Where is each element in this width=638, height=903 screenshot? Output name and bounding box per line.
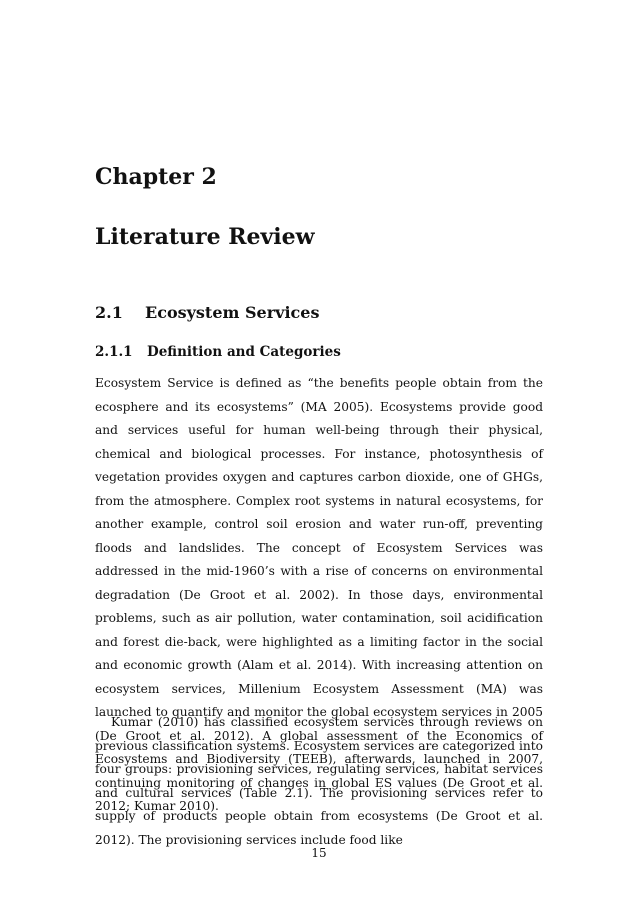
section-title: Ecosystem Services <box>145 303 320 322</box>
page-number: 15 <box>311 846 327 860</box>
body-paragraph: Ecosystem Service is defined as “the benefits people obtain from the ecosphere and its ecosystems” (MA 2005). Ecosystems provide good and services useful for human well-being through their physical, chemical and biological processes. For instance, photosynthesis of vegetation provides oxygen and captures carbon dioxide, one of GHGs, from the atmosphere. Complex root systems in natural ecosystems, for another example, control soil erosion and water run-off, preventing floods and landslides. The concept of Ecosystem Services was addressed in the mid-1960’s with a rise of concerns on environmental degradation (De Groot et al. 2002). In those days, environmental problems, such as air pollution, water contamination, soil acidification and forest die-back, were highlighted as a limiting factor in the social and economic growth (Alam et al. 2014). With increasing attention on ecosystem services, Millenium Ecosystem Assessment (MA) was launched to quantify and monitor the global ecosystem services in 2005 (De Groot et al. 2012). A global assessment of the Economics of Ecosystems and Biodiversity (TEEB), afterwards, launched in 2007, continuing monitoring of changes in global ES values (De Groot et al. 2012; Kumar 2010). <box>95 376 543 813</box>
chapter-title: Literature Review <box>95 224 315 250</box>
chapter-label: Chapter 2 <box>95 164 217 190</box>
section-number: 2.1 <box>95 303 123 322</box>
section-heading <box>95 303 319 322</box>
subsection-heading <box>95 344 341 360</box>
subsection-title: Definition and Categories <box>147 344 341 360</box>
body-paragraph: Kumar (2010) has classified ecosystem services through reviews on previous classification systems. Ecosystem services are categorized into four groups: provisioning services, regulating services, habitat services and cultural services (Table 2.1). The provisioning services refer to supply of products people obtain from ecosystems (De Groot et al. 2012). The provisioning services include food like <box>95 715 543 847</box>
subsection-number: 2.1.1 <box>95 344 133 360</box>
